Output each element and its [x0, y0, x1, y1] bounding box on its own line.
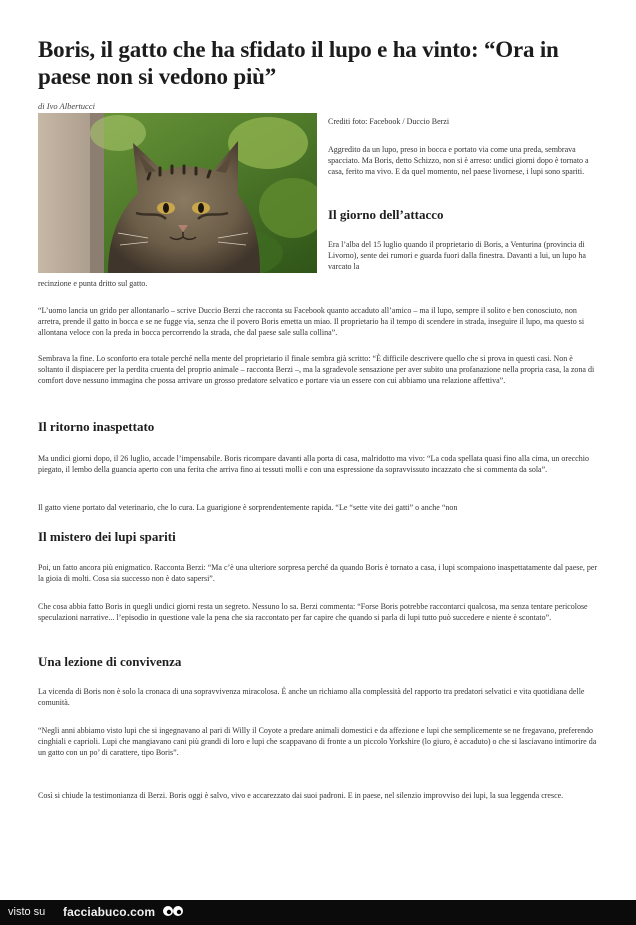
coexistence-paragraph-1: La vicenda di Boris non è solo la cronaca di una sopravvivenza miracolosa. È anche un richiamo alla complessità del rapporto tra predatori selvatici e vita quotidiana delle comunità. [38, 687, 585, 707]
section-heading-attack: Il giorno dell’attacco [328, 207, 444, 222]
eyes-logo-icon [162, 904, 184, 925]
attack-reflection-paragraph: Sembrava la fine. Lo sconforto era totale perché nella mente del proprietario il finale sembra già scritto: “È difficile descrivere quello che si prova in questi casi. Non è soltanto il dispiacere per la perdita cruenta del proprio animale – racconta Berzi –, ma la sgradevole sensazione per aver subito una profanazione nella propria casa, la zona di comfort dove nessuno immagina che possa arrivare un grosso predatore selvatico e portare via un essere con cui abbiamo una relazione affettiva”. [38, 354, 595, 385]
section-heading-coexistence: Una lezione di convivenza [38, 654, 182, 669]
article-byline: di Ivo Albertucci [38, 101, 95, 111]
attack-paragraph-tail: recinzione e punta dritto sul gatto. [38, 279, 148, 288]
attack-paragraph-start: Era l’alba del 15 luglio quando il proprietario di Boris, a Venturina (provincia di Livorno), sente dei rumori e guarda fuori dalla finestra. Davanti a lui, un lupo ha varcato la [328, 240, 586, 271]
coexistence-paragraph-3: Così si chiude la testimonianza di Berzi. Boris oggi è salvo, vivo e accarezzato dai suoi padroni. E in paese, nel silenzio improvviso dei lupi, la sua leggenda cresce. [38, 791, 564, 800]
mystery-paragraph-2: Che cosa abbia fatto Boris in quegli undici giorni resta un segreto. Nessuno lo sa. Berzi commenta: “Forse Boris potrebbe raccontarci qualcosa, ma senza tentare pericolose speculazioni narrative... l’episodio in questione vale la pena che sia raccontato per far capire che quando si parla di lupi tutto può succedere e niente è scontato”. [38, 602, 588, 622]
cat-photo [38, 113, 317, 273]
return-paragraph-1: Ma undici giorni dopo, il 26 luglio, accade l’impensabile. Boris ricompare davanti alla porta di casa, malridotto ma vivo: “La coda spellata quasi fino alla cima, un orecchio piegato, il lembo della guancia aperto con una ferita che arriva fino ai tessuti molli e con una espressione da sopravvissuto incazzato che si commenta da sola”. [38, 454, 589, 474]
footer-bar [0, 900, 636, 925]
attack-quote-paragraph: “L’uomo lancia un grido per allontanarlo – scrive Duccio Berzi che racconta su Facebook quanto accaduto all’amico – ma il lupo, sempre il solito e ben conosciuto, non arretra, prende il gatto in bocca e se ne fugge via, senza che il povero Boris emetta un miao. Il proprietario ha il tempo di scendere in strada, inseguire il lupo, ma questo si allontana veloce con la preda in bocca percorrendo la strada, che dal paese sale sulla collina”. [38, 306, 585, 337]
seen-on-label: visto su [8, 906, 46, 918]
mystery-paragraph-1: Poi, un fatto ancora più enigmatico. Racconta Berzi: “Ma c’è una ulteriore sorpresa perché da quando Boris è tornato a casa, i lupi scompaiono inaspettatamente dal paese, per la gioia di molti. Cosa sia successo non è dato sapersi”. [38, 563, 598, 583]
section-heading-mystery: Il mistero dei lupi spariti [38, 529, 176, 544]
coexistence-paragraph-2: “Negli anni abbiamo visto lupi che si ingegnavano al pari di Willy il Coyote a predare animali domestici e da affezione e lupi che semplicemente se ne fregavano, preferendo cinghiali e caprioli. Lupi che mangiavano cani più grandi di loro e lupi che scappavano di fronte a un piccolo Yorkshire (lo giuro, è accaduto) o che si lasciavano intimorire da un gatto con un po’ di carattere, tipo Boris”. [38, 726, 597, 757]
return-paragraph-2: Il gatto viene portato dal veterinario, che lo cura. La guarigione è sorprendentemente rapida. “Le “sette vite dei gatti” o anche “non [38, 503, 458, 512]
section-heading-return: Il ritorno inaspettato [38, 419, 155, 434]
photo-credit: Crediti foto: Facebook / Duccio Berzi [328, 117, 450, 126]
article-title: Boris, il gatto che ha sfidato il lupo e ha vinto: “Ora in paese non si vedono più” [38, 37, 559, 89]
intro-paragraph: Aggredito da un lupo, preso in bocca e portato via come una preda, sembrava spacciato. Ma Boris, detto Schizzo, non si è arreso: undici giorni dopo è tornato a casa, ferito ma vivo. E da quel momento, nel paese livornese, i lupi sono spariti. [328, 145, 589, 176]
site-link[interactable]: facciabuco.com [63, 905, 156, 919]
